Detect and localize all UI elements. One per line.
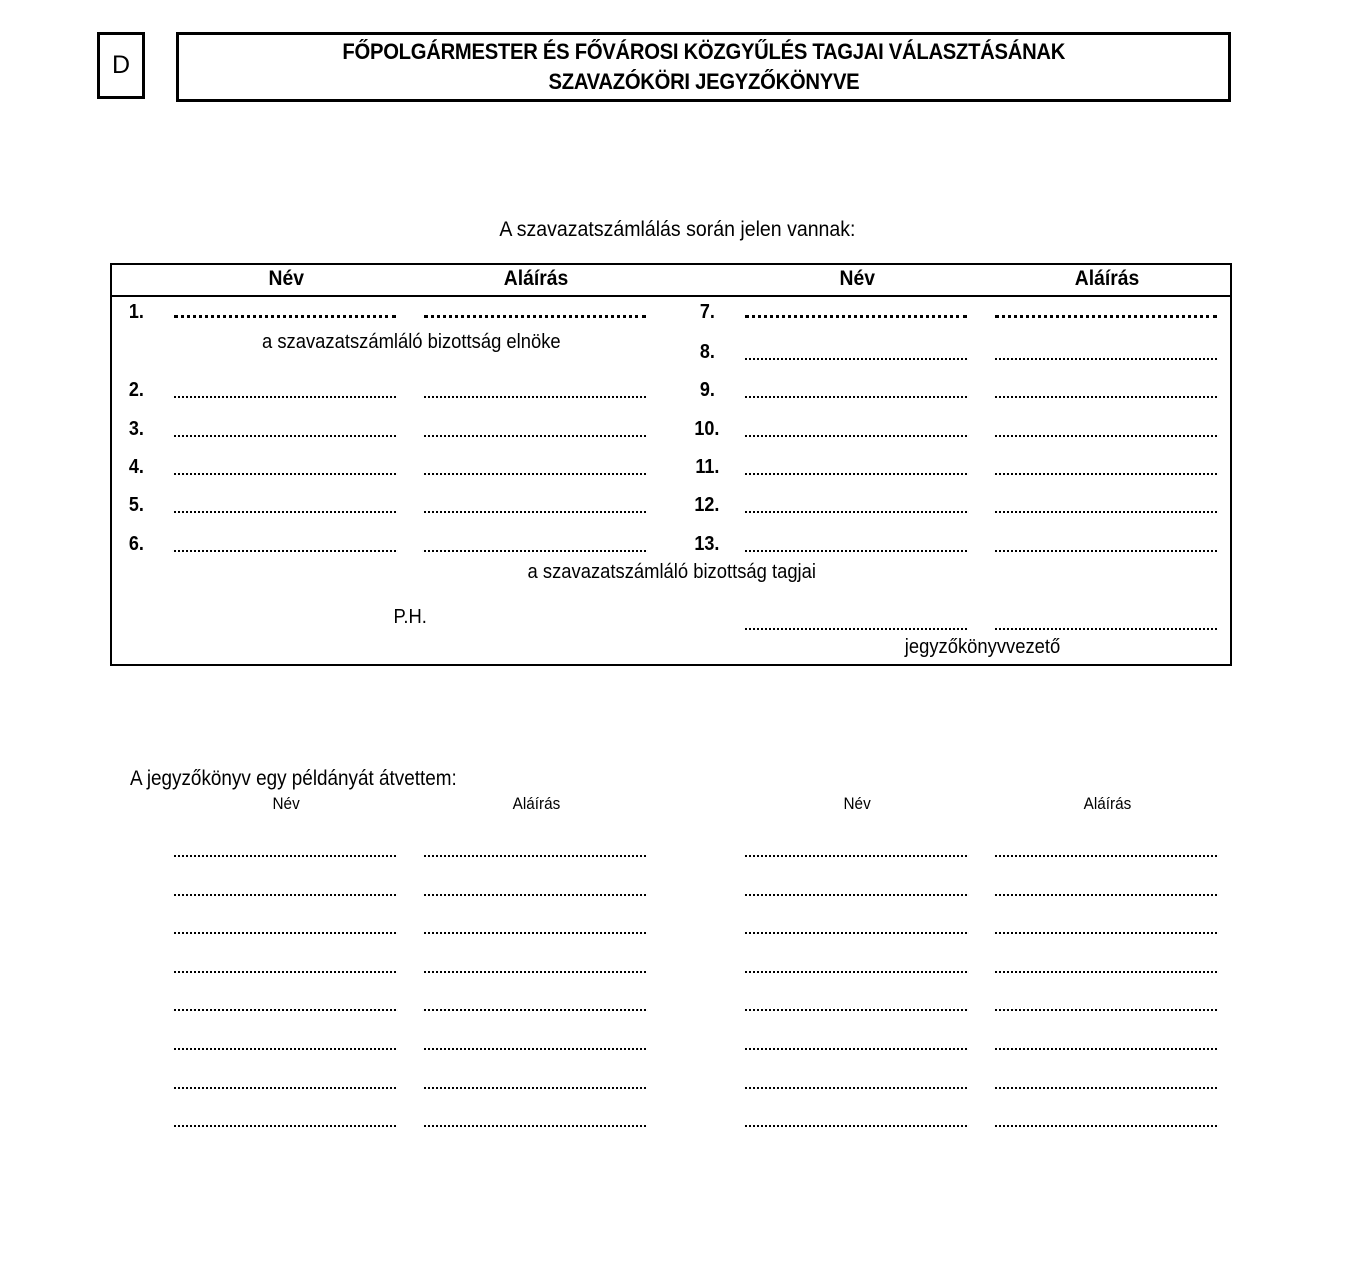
document-title-line1: FŐPOLGÁRMESTER ÉS FŐVÁROSI KÖZGYŰLÉS TAGJAI VÁLASZTÁSÁNAK: [342, 39, 1065, 64]
row-number-7: 7.: [700, 301, 716, 323]
attendance-header-divider: [110, 295, 1232, 297]
received-signature-line-left[interactable]: [424, 855, 646, 857]
column-header-signature-left: Aláírás: [503, 267, 569, 290]
row-number-8: 8.: [700, 341, 716, 363]
received-name-line-right[interactable]: [745, 1087, 967, 1089]
row-number-6: 6.: [129, 533, 145, 555]
received-name-line-left[interactable]: [174, 932, 396, 934]
received-signature-line-left[interactable]: [424, 894, 646, 896]
name-line-7[interactable]: [745, 315, 967, 318]
name-line-2[interactable]: [174, 396, 396, 398]
received-signature-line-right[interactable]: [995, 894, 1217, 896]
received-signature-line-right[interactable]: [995, 1125, 1217, 1127]
received-name-line-right[interactable]: [745, 971, 967, 973]
signature-line-12[interactable]: [995, 511, 1217, 513]
row-number-11: 11.: [695, 456, 720, 478]
received-name-line-left[interactable]: [174, 1087, 396, 1089]
received-column-name-left: Név: [272, 794, 300, 813]
received-name-line-right[interactable]: [745, 1125, 967, 1127]
received-name-line-left[interactable]: [174, 1125, 396, 1127]
signature-line-13[interactable]: [995, 550, 1217, 552]
column-header-name-right: Név: [839, 267, 875, 290]
signature-line-3[interactable]: [424, 435, 646, 437]
name-line-1[interactable]: [174, 315, 396, 318]
received-signature-line-right[interactable]: [995, 1048, 1217, 1050]
stamp-placeholder: P.H.: [393, 606, 427, 628]
received-name-line-left[interactable]: [174, 1009, 396, 1011]
name-line-6[interactable]: [174, 550, 396, 552]
name-line-5[interactable]: [174, 511, 396, 513]
received-name-line-right[interactable]: [745, 1048, 967, 1050]
name-line-13[interactable]: [745, 550, 967, 552]
received-name-line-left[interactable]: [174, 1048, 396, 1050]
received-copy-heading: A jegyzőkönyv egy példányát átvettem:: [130, 767, 457, 790]
signature-line-11[interactable]: [995, 473, 1217, 475]
row-number-10: 10.: [694, 418, 720, 440]
column-header-name-left: Név: [268, 267, 304, 290]
signature-line-4[interactable]: [424, 473, 646, 475]
form-letter: D: [111, 51, 131, 79]
received-name-line-right[interactable]: [745, 1009, 967, 1011]
received-name-line-left[interactable]: [174, 894, 396, 896]
recorder-name-line[interactable]: [745, 628, 967, 630]
chair-caption: a szavazatszámláló bizottság elnöke: [261, 331, 561, 353]
received-name-line-right[interactable]: [745, 855, 967, 857]
name-line-10[interactable]: [745, 435, 967, 437]
received-signature-line-left[interactable]: [424, 971, 646, 973]
document-title-line2: SZAVAZÓKÖRI JEGYZŐKÖNYVE: [548, 69, 859, 94]
signature-line-5[interactable]: [424, 511, 646, 513]
received-name-line-left[interactable]: [174, 855, 396, 857]
row-number-4: 4.: [129, 456, 145, 478]
received-name-line-right[interactable]: [745, 932, 967, 934]
received-signature-line-left[interactable]: [424, 1048, 646, 1050]
signature-line-2[interactable]: [424, 396, 646, 398]
document-title-box: [176, 32, 1231, 102]
attendance-table: [110, 263, 1232, 666]
received-column-signature-left: Aláírás: [512, 794, 560, 813]
row-number-13: 13.: [694, 533, 720, 555]
row-number-12: 12.: [694, 494, 720, 516]
received-signature-line-left[interactable]: [424, 1087, 646, 1089]
name-line-9[interactable]: [745, 396, 967, 398]
received-signature-line-left[interactable]: [424, 932, 646, 934]
received-column-signature-right: Aláírás: [1083, 794, 1131, 813]
received-name-line-left[interactable]: [174, 971, 396, 973]
recorder-caption: jegyzőkönyvvezető: [904, 636, 1060, 658]
name-line-12[interactable]: [745, 511, 967, 513]
signature-line-7[interactable]: [995, 315, 1217, 318]
attendance-heading: A szavazatszámlálás során jelen vannak:: [499, 218, 856, 241]
received-signature-line-right[interactable]: [995, 855, 1217, 857]
received-column-name-right: Név: [843, 794, 871, 813]
row-number-5: 5.: [129, 494, 145, 516]
signature-line-10[interactable]: [995, 435, 1217, 437]
recorder-signature-line[interactable]: [995, 628, 1217, 630]
row-number-1: 1.: [129, 301, 145, 323]
received-name-line-right[interactable]: [745, 894, 967, 896]
received-signature-line-right[interactable]: [995, 971, 1217, 973]
form-letter-box: [97, 32, 145, 99]
name-line-11[interactable]: [745, 473, 967, 475]
row-number-2: 2.: [129, 379, 145, 401]
signature-line-8[interactable]: [995, 358, 1217, 360]
signature-line-9[interactable]: [995, 396, 1217, 398]
received-signature-line-left[interactable]: [424, 1125, 646, 1127]
name-line-3[interactable]: [174, 435, 396, 437]
signature-line-1[interactable]: [424, 315, 646, 318]
row-number-3: 3.: [129, 418, 145, 440]
signature-line-6[interactable]: [424, 550, 646, 552]
members-caption: a szavazatszámláló bizottság tagjai: [527, 561, 817, 583]
column-header-signature-right: Aláírás: [1074, 267, 1140, 290]
received-signature-line-right[interactable]: [995, 1009, 1217, 1011]
row-number-9: 9.: [700, 379, 716, 401]
received-signature-line-right[interactable]: [995, 1087, 1217, 1089]
received-signature-line-right[interactable]: [995, 932, 1217, 934]
name-line-8[interactable]: [745, 358, 967, 360]
received-signature-line-left[interactable]: [424, 1009, 646, 1011]
name-line-4[interactable]: [174, 473, 396, 475]
